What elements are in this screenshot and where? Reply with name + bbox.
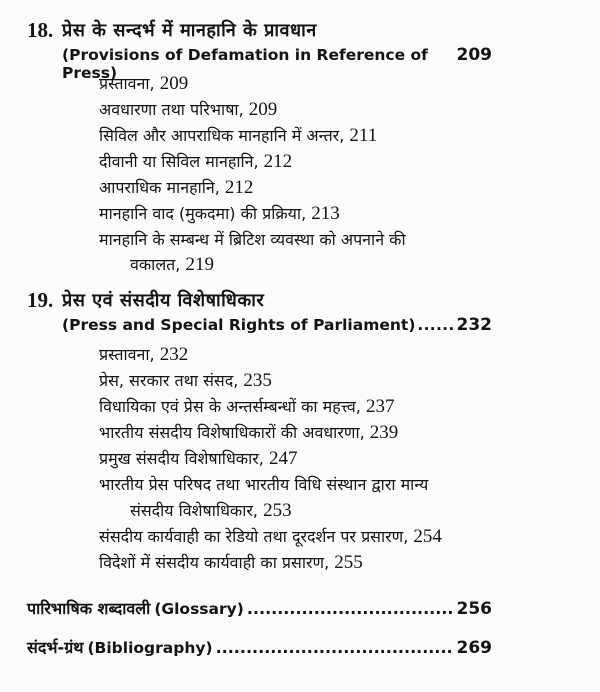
leader-dots <box>417 316 454 334</box>
section-entry <box>99 447 297 470</box>
section-title: आपराधिक मानहानि, <box>99 178 225 197</box>
section-title: संसदीय कार्यवाही का रेडियो तथा दूरदर्शन पर प्रसारण, <box>99 527 414 546</box>
section-title-continuation: संसदीय विशेषाधिकार, <box>130 501 264 520</box>
chapter-page-number: 232 <box>456 315 492 335</box>
section-entry <box>99 551 363 574</box>
section-entry <box>99 150 292 173</box>
section-entry <box>99 124 377 147</box>
section-page: 212 <box>263 151 293 172</box>
section-title: अवधारणा तथा परिभाषा, <box>99 100 249 119</box>
section-entry-continuation <box>130 499 292 522</box>
section-page: 209 <box>248 99 278 120</box>
section-title: भारतीय संसदीय विशेषाधिकारों की अवधारणा, <box>99 423 370 442</box>
section-page: 211 <box>349 125 378 146</box>
glossary-entry <box>27 597 492 619</box>
section-title: प्रमुख संसदीय विशेषाधिकार, <box>99 449 269 468</box>
section-entry <box>99 395 394 418</box>
back-matter-page: 269 <box>456 638 492 658</box>
section-entry <box>99 72 188 95</box>
section-title: मानहानि के सम्बन्ध में ब्रिटिश व्यवस्था को अपनाने की <box>99 230 406 249</box>
section-title: मानहानि वाद (मुकदमा) की प्रक्रिया, <box>99 204 312 223</box>
chapter-title-english-row <box>62 315 492 335</box>
section-entry <box>99 421 398 444</box>
section-entry-continuation <box>130 253 214 276</box>
chapter-title-english: (Provisions of Defamation in Reference of Press) <box>62 46 428 82</box>
section-title: भारतीय प्रेस परिषद तथा भारतीय विधि संस्थान द्वारा मान्य <box>99 475 429 494</box>
section-title: प्रस्तावना, <box>99 345 160 364</box>
section-page: 212 <box>224 177 254 198</box>
section-page: 235 <box>243 370 272 391</box>
leader-dots <box>216 638 454 657</box>
section-page: 255 <box>334 552 363 573</box>
back-matter-title-english: (Glossary) <box>154 600 244 618</box>
section-entry <box>99 98 277 121</box>
back-matter-page: 256 <box>456 599 492 619</box>
section-title: विदेशों में संसदीय कार्यवाही का प्रसारण, <box>99 553 335 572</box>
section-title: प्रेस, सरकार तथा संसद, <box>99 371 244 390</box>
chapter-title-hindi: प्रेस एवं संसदीय विशेषाधिकार <box>62 290 265 311</box>
section-entry <box>99 176 253 199</box>
section-page: 209 <box>159 73 189 94</box>
section-title: विधायिका एवं प्रेस के अन्तर्सम्बन्धों का महत्त्व, <box>99 397 366 416</box>
section-entry <box>99 202 340 225</box>
chapter-number: 19. <box>27 288 54 312</box>
section-title: प्रस्तावना, <box>99 74 160 93</box>
section-page: 239 <box>369 422 399 443</box>
section-page: 213 <box>311 203 340 224</box>
chapter-page-number: 209 <box>456 45 492 65</box>
section-entry <box>99 228 406 250</box>
bibliography-entry <box>27 636 492 658</box>
section-page: 254 <box>413 526 442 547</box>
leader-dots <box>247 599 454 618</box>
section-page: 237 <box>365 396 395 417</box>
chapter-number: 18. <box>27 18 54 42</box>
chapter-title-english: (Press and Special Rights of Parliament) <box>62 316 416 334</box>
section-page: 247 <box>268 448 298 469</box>
chapter-title-hindi: प्रेस के सन्दर्भ में मानहानि के प्रावधान <box>62 20 317 41</box>
section-entry <box>99 525 442 548</box>
section-page: 219 <box>185 254 214 275</box>
section-entry <box>99 473 428 495</box>
section-title-continuation: वकालत, <box>130 255 186 274</box>
section-entry <box>99 343 188 366</box>
back-matter-title-hindi: पारिभाषिक शब्दावली <box>27 599 151 618</box>
section-page: 253 <box>263 500 292 521</box>
section-title: सिविल और आपराधिक मानहानि में अन्तर, <box>99 126 350 145</box>
section-title: दीवानी या सिविल मानहानि, <box>99 152 264 171</box>
section-page: 232 <box>159 344 189 365</box>
back-matter-title-hindi: संदर्भ-ग्रंथ <box>27 638 84 657</box>
back-matter-title-english: (Bibliography) <box>87 639 213 657</box>
section-entry <box>99 369 272 392</box>
